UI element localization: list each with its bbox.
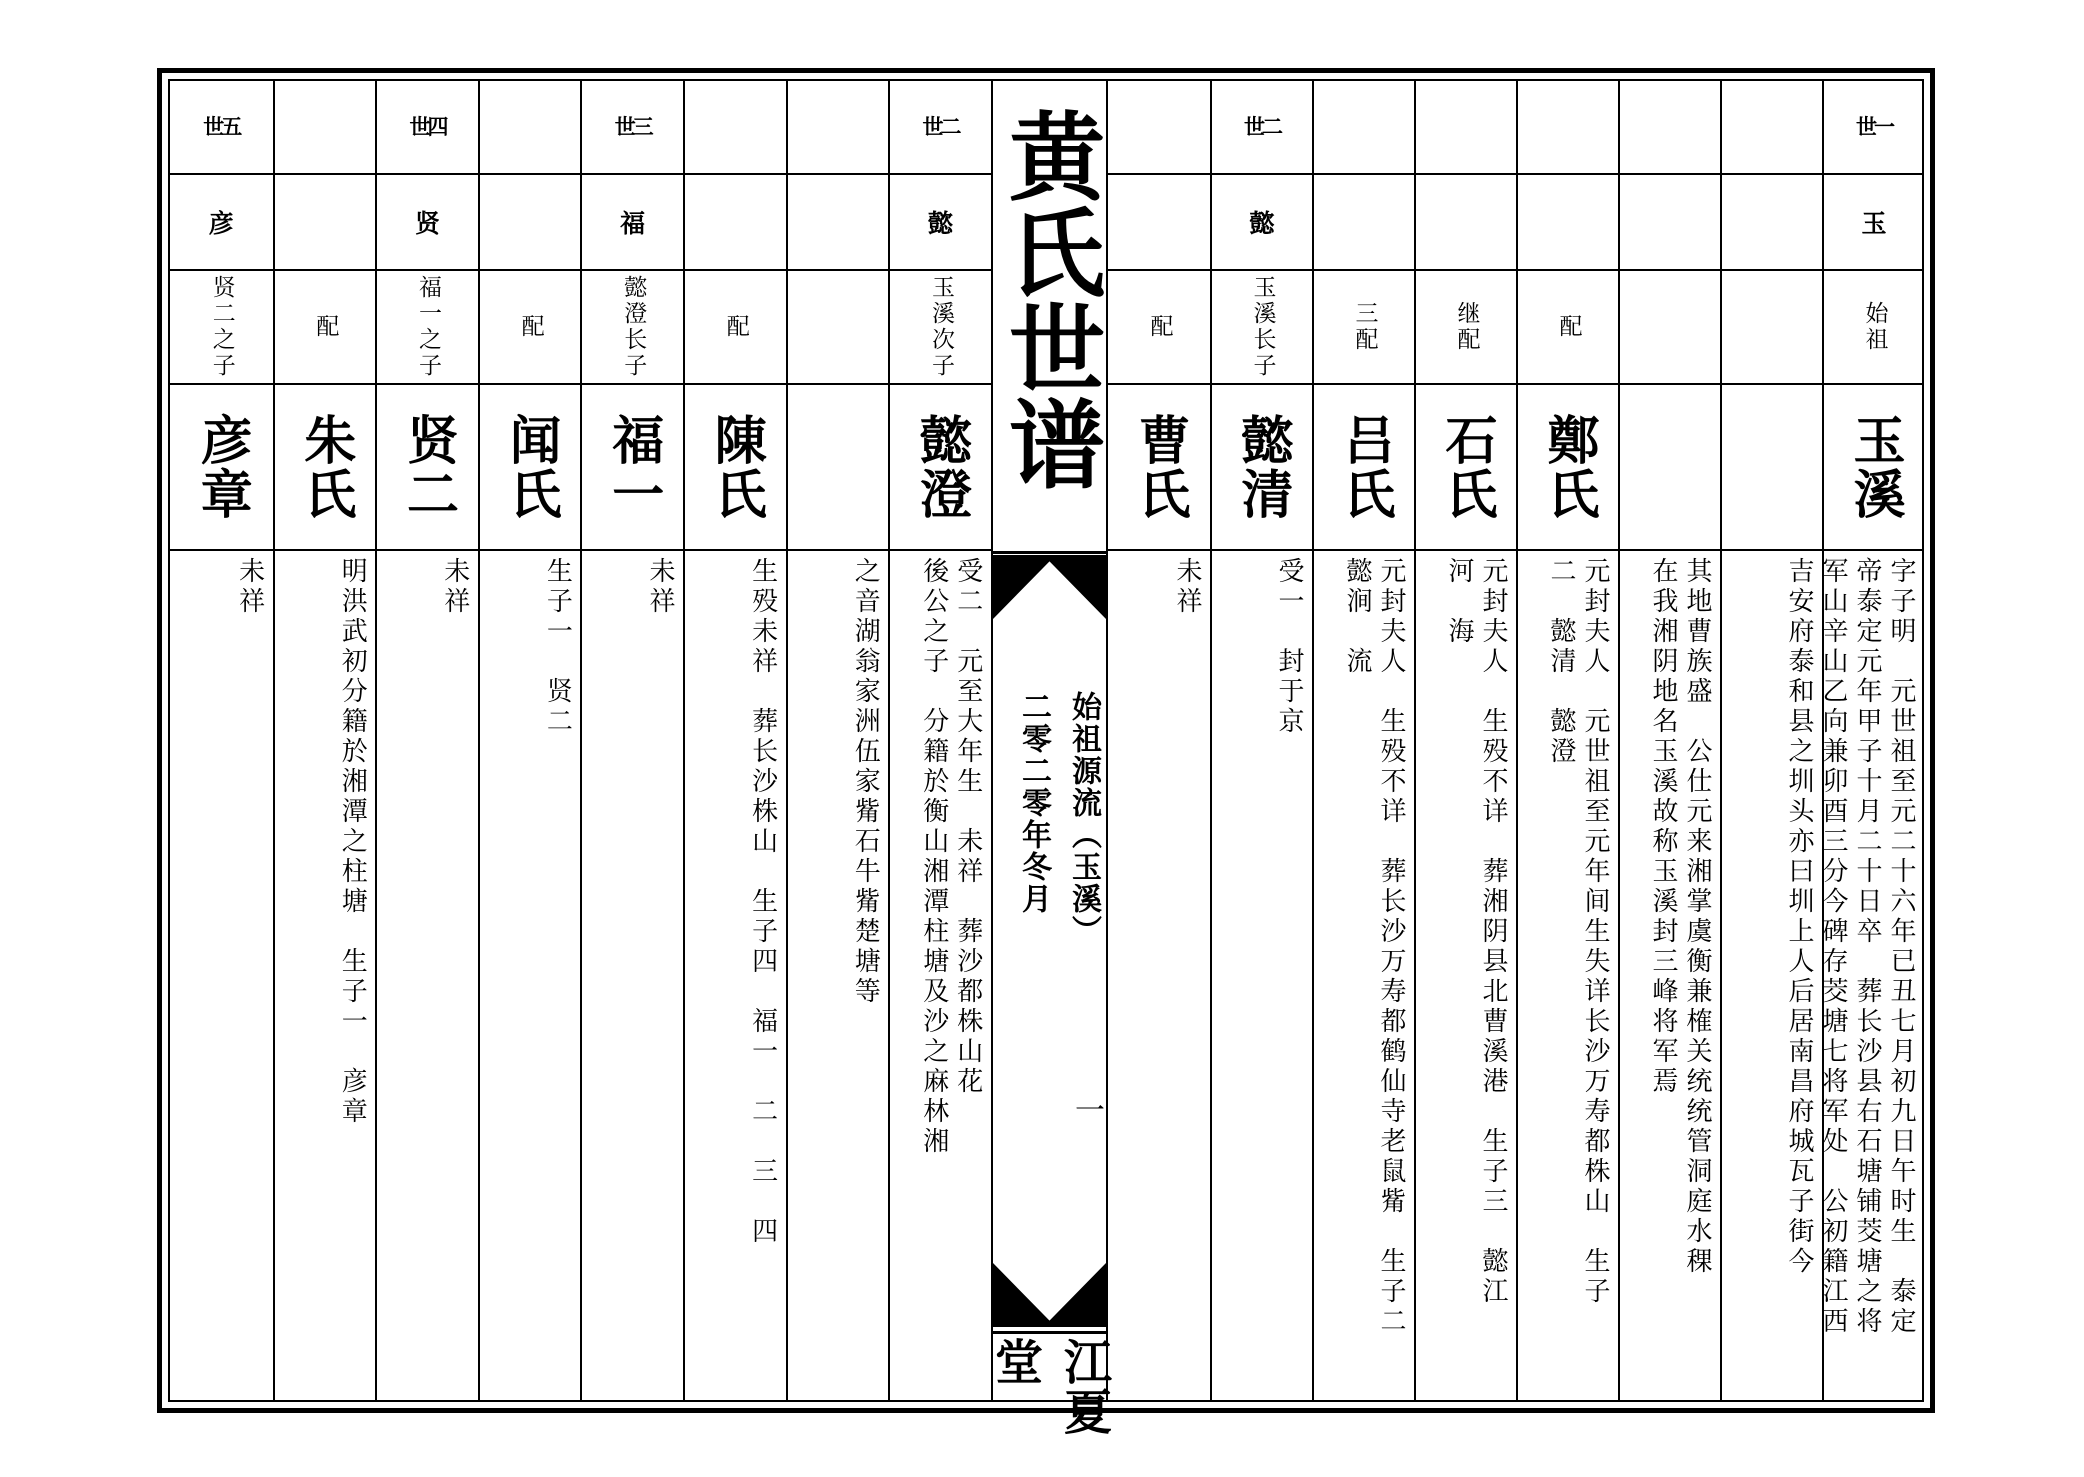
person-char-cell [377, 175, 478, 271]
generation-label: 世一 [1856, 114, 1892, 139]
relation-label: 始祖 [1861, 301, 1888, 353]
generation-cell [480, 79, 581, 175]
person-name: 鄭氏 [1538, 413, 1599, 521]
generation-label: 世二 [922, 114, 959, 139]
person-char-cell [788, 175, 889, 271]
person-char: 福 [620, 209, 646, 238]
generation-cell [1212, 79, 1312, 175]
relation-label: 配 [312, 314, 339, 340]
biography-text: 吉安府泰和县之圳头亦曰圳上人后居南昌府城瓦子街今 [1784, 557, 1814, 1277]
compile-date: 二零二零年冬月 [1016, 691, 1051, 915]
name-cell [1518, 385, 1618, 551]
generation-label: 世四 [409, 114, 446, 139]
biography-text: 明洪武初分籍於湘潭之柱塘 生子一 彦章 [337, 557, 368, 1127]
relation-label: 配 [722, 314, 749, 340]
genealogy-column [1108, 79, 1210, 1402]
person-name: 石氏 [1436, 413, 1497, 521]
generation-cell [1416, 79, 1516, 175]
person-char-cell [582, 175, 683, 271]
genealogy-column [375, 79, 478, 1402]
bio-cell [1722, 551, 1822, 1402]
person-name: 朱氏 [294, 413, 356, 521]
biography-text: 元封夫人 元世祖至元年间生失详长沙万寿都株山 生子 二 懿清 懿澄 [1546, 557, 1610, 1307]
name-cell [1212, 385, 1312, 551]
generation-cell [582, 79, 683, 175]
relation-cell [582, 271, 683, 385]
relation-cell [685, 271, 786, 385]
person-char-cell [480, 175, 581, 271]
bio-cell [1518, 551, 1618, 1402]
relation-label: 福一之子 [414, 275, 441, 379]
genealogy-column [478, 79, 581, 1402]
relation-cell [1212, 271, 1312, 385]
bio-cell [480, 551, 581, 1402]
genealogy-column [1618, 79, 1720, 1402]
bio-cell [377, 551, 478, 1402]
biography-text: 未祥 [1172, 557, 1202, 617]
bio-cell [685, 551, 786, 1402]
person-name: 闻氏 [500, 413, 562, 521]
biography-text: 元封夫人 生殁不详 葬长沙万寿都鹤仙寺老鼠觜 生子二 懿涧 流 [1342, 557, 1406, 1337]
genealogy-column [1414, 79, 1516, 1402]
section-title: 始祖源流（玉溪） [1066, 691, 1101, 947]
relation-cell [788, 271, 889, 385]
bio-cell [1108, 551, 1210, 1402]
name-cell [1108, 385, 1210, 551]
generation-cell [685, 79, 786, 175]
bio-cell [1416, 551, 1516, 1402]
relation-label: 玉溪次子 [927, 275, 954, 379]
biography-text: 之音湖翁家洲伍家觜石牛觜楚塘等 [850, 557, 881, 1007]
bio-cell [582, 551, 683, 1402]
person-name: 曹氏 [1129, 413, 1190, 521]
person-char: 贤 [414, 209, 440, 238]
genealogy-column [888, 79, 991, 1402]
person-char-cell [1212, 175, 1312, 271]
person-name: 懿清 [1232, 413, 1293, 521]
biography-text: 未祥 [234, 557, 265, 617]
top-fishtail-ornament [993, 555, 1106, 619]
biography-text: 字子明 元世祖至元二十六年已丑七月初九日午时生 泰定 帝泰定元年甲子十月二十日卒 葬长沙县右石塘铺茭塘之将 军山辛山乙向兼卯酉三分今碑存茭塘七将军处 公初籍江西 [1818, 557, 1916, 1337]
name-cell [1722, 385, 1822, 551]
person-name: 懿澄 [910, 413, 972, 521]
person-char-cell [170, 175, 273, 271]
spine-divider [993, 551, 1106, 554]
person-char-cell [685, 175, 786, 271]
bio-cell [275, 551, 376, 1402]
generation-label: 世三 [614, 114, 651, 139]
genealogy-column [1720, 79, 1822, 1402]
relation-label: 三配 [1351, 301, 1378, 353]
generation-cell [890, 79, 991, 175]
person-name: 福一 [602, 413, 664, 521]
generation-cell [1108, 79, 1210, 175]
genealogy-column [683, 79, 786, 1402]
name-cell [170, 385, 273, 551]
name-cell [1824, 385, 1924, 551]
generation-cell [1314, 79, 1414, 175]
relation-label: 配 [1146, 314, 1173, 340]
relation-label: 继配 [1453, 301, 1480, 353]
person-char-cell [1416, 175, 1516, 271]
generation-cell [788, 79, 889, 175]
relation-label: 贤二之子 [208, 275, 235, 379]
name-cell [1314, 385, 1414, 551]
person-name: 彦章 [191, 413, 253, 521]
relation-cell [377, 271, 478, 385]
hall-divider [993, 1331, 1106, 1334]
name-cell [685, 385, 786, 551]
biography-text: 生殁未祥 葬长沙株山 生子四 福一 二 三 四 [747, 557, 778, 1247]
relation-label: 懿澄长子 [620, 275, 647, 379]
name-cell [890, 385, 991, 551]
relation-label: 配 [1555, 314, 1582, 340]
name-cell [1620, 385, 1720, 551]
relation-cell [480, 271, 581, 385]
relation-cell [1518, 271, 1618, 385]
genealogy-column [1312, 79, 1414, 1402]
person-char: 玉 [1861, 209, 1887, 238]
generation-cell [1620, 79, 1720, 175]
genealogy-column [273, 79, 376, 1402]
generation-label: 世二 [1244, 114, 1280, 139]
generation-cell [170, 79, 273, 175]
book-title: 黄氏世谱 [993, 107, 1107, 491]
relation-cell [1416, 271, 1516, 385]
person-char-cell [275, 175, 376, 271]
person-char-cell [1722, 175, 1822, 271]
name-cell [377, 385, 478, 551]
person-char: 懿 [1249, 209, 1275, 238]
relation-cell [1824, 271, 1924, 385]
generation-cell [1722, 79, 1822, 175]
name-cell [582, 385, 683, 551]
relation-label: 玉溪长子 [1249, 275, 1276, 379]
bottom-fishtail-ornament [993, 1263, 1106, 1327]
name-cell [1416, 385, 1516, 551]
person-char-cell [1314, 175, 1414, 271]
biography-text: 受一 封于京 [1274, 557, 1304, 737]
biography-text: 生子一 贤二 [542, 557, 573, 737]
genealogy-column [1516, 79, 1618, 1402]
page-number: 一 [1069, 1094, 1104, 1124]
relation-cell [1620, 271, 1720, 385]
bio-cell [1212, 551, 1312, 1402]
person-name: 玉溪 [1844, 413, 1905, 521]
biography-text: 其地曹族盛 公仕元来湘掌虞衡兼榷关统统管洞庭水稞 在我湘阴地名玉溪故称玉溪封三峰将军焉 [1648, 557, 1712, 1277]
relation-cell [275, 271, 376, 385]
relation-label: 配 [517, 314, 544, 340]
spine-panel [986, 79, 1112, 1437]
bio-cell [1620, 551, 1720, 1402]
bio-cell [1818, 551, 1924, 1402]
name-cell [275, 385, 376, 551]
relation-cell [170, 271, 273, 385]
genealogy-column [1210, 79, 1312, 1402]
name-cell [480, 385, 581, 551]
bio-cell [1314, 551, 1414, 1402]
book-title-box [993, 107, 1106, 547]
person-char-cell [1108, 175, 1210, 271]
name-cell [788, 385, 889, 551]
person-name: 吕氏 [1334, 413, 1395, 521]
genealogy-column [786, 79, 889, 1402]
hall-name-box [986, 1337, 1112, 1477]
biography-text: 元封夫人 生殁不详 葬湘阴县北曹溪港 生子三 懿江 河 海 [1444, 557, 1508, 1307]
relation-cell [890, 271, 991, 385]
generation-label: 世五 [203, 114, 240, 139]
genealogy-column [170, 79, 273, 1402]
generation-cell [275, 79, 376, 175]
person-char: 懿 [927, 209, 953, 238]
person-char-cell [890, 175, 991, 271]
relation-cell [1722, 271, 1822, 385]
person-name: 陳氏 [705, 413, 767, 521]
bio-cell [788, 551, 889, 1402]
relation-cell [1108, 271, 1210, 385]
person-name: 贤二 [397, 413, 459, 521]
biography-text: 未祥 [644, 557, 675, 617]
generation-cell [377, 79, 478, 175]
genealogy-column [1818, 79, 1924, 1402]
hall-name: 江夏堂 [986, 1337, 1112, 1437]
generation-cell [1824, 79, 1924, 175]
person-char-cell [1620, 175, 1720, 271]
biography-text: 未祥 [439, 557, 470, 617]
bio-cell [890, 551, 991, 1402]
bio-cell [170, 551, 273, 1402]
person-char-cell [1518, 175, 1618, 271]
person-char-cell [1824, 175, 1924, 271]
generation-cell [1518, 79, 1618, 175]
relation-cell [1314, 271, 1414, 385]
genealogy-column [580, 79, 683, 1402]
person-char: 彦 [208, 209, 234, 238]
biography-text: 受二 元至大年生 未祥 葬沙都株山花 後公之子 分籍於衡山湘潭柱塘及沙之麻林湘 [918, 557, 983, 1157]
